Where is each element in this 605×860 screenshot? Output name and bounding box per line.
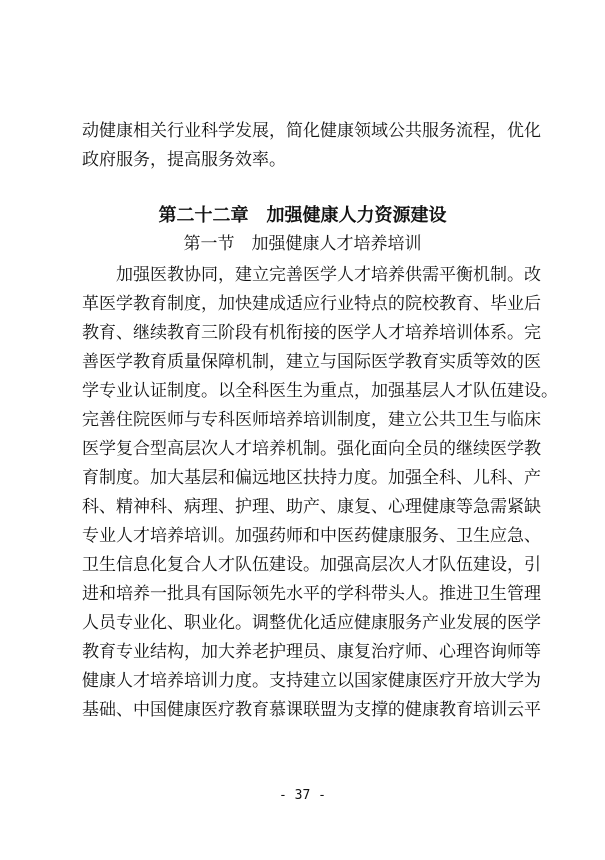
chapter-title: 第二十二章 加强健康人力资源建设: [158, 205, 447, 226]
section-title: 第一节 加强健康人才培养培训: [183, 234, 422, 254]
text-line: 专业人才培养培训。加强药师和中医药健康服务、卫生应急、: [82, 526, 541, 546]
text-line: 善医学教育质量保障机制，建立与国际医学教育实质等效的医: [82, 352, 541, 372]
text-line: 学专业认证制度。以全科医生为重点，加强基层人才队伍建设。: [82, 381, 558, 401]
text-line: 教育、继续教育三阶段有机衔接的医学人才培养培训体系。完: [82, 323, 541, 343]
text-line: 完善住院医师与专科医师培养培训制度，建立公共卫生与临床: [82, 410, 541, 430]
text-line: 教育专业结构，加大养老护理员、康复治疗师、心理咨询师等: [82, 642, 541, 662]
text-line: 健康人才培养培训力度。支持建立以国家健康医疗开放大学为: [82, 671, 541, 691]
text-line: 动健康相关行业科学发展，简化健康领域公共服务流程，优化: [82, 121, 541, 141]
text-line: 医学复合型高层次人才培养机制。强化面向全员的继续医学教: [82, 439, 541, 459]
text-line: 育制度。加大基层和偏远地区扶持力度。加强全科、儿科、产: [82, 468, 541, 488]
text-line: 革医学教育制度，加快建成适应行业特点的院校教育、毕业后: [82, 294, 541, 314]
text-line: 加强医教协同，建立完善医学人才培养供需平衡机制。改: [116, 265, 541, 285]
page-number: - 37 -: [279, 788, 326, 803]
text-line: 人员专业化、职业化。调整优化适应健康服务产业发展的医学: [82, 613, 541, 633]
text-line: 进和培养一批具有国际领先水平的学科带头人。推进卫生管理: [82, 584, 541, 604]
text-line: 科、精神科、病理、护理、助产、康复、心理健康等急需紧缺: [82, 497, 541, 517]
text-line: 基础、中国健康医疗教育慕课联盟为支撑的健康教育培训云平: [82, 700, 541, 720]
text-line: 政府服务，提高服务效率。: [82, 150, 286, 170]
text-line: 卫生信息化复合人才队伍建设。加强高层次人才队伍建设，引: [82, 555, 541, 575]
